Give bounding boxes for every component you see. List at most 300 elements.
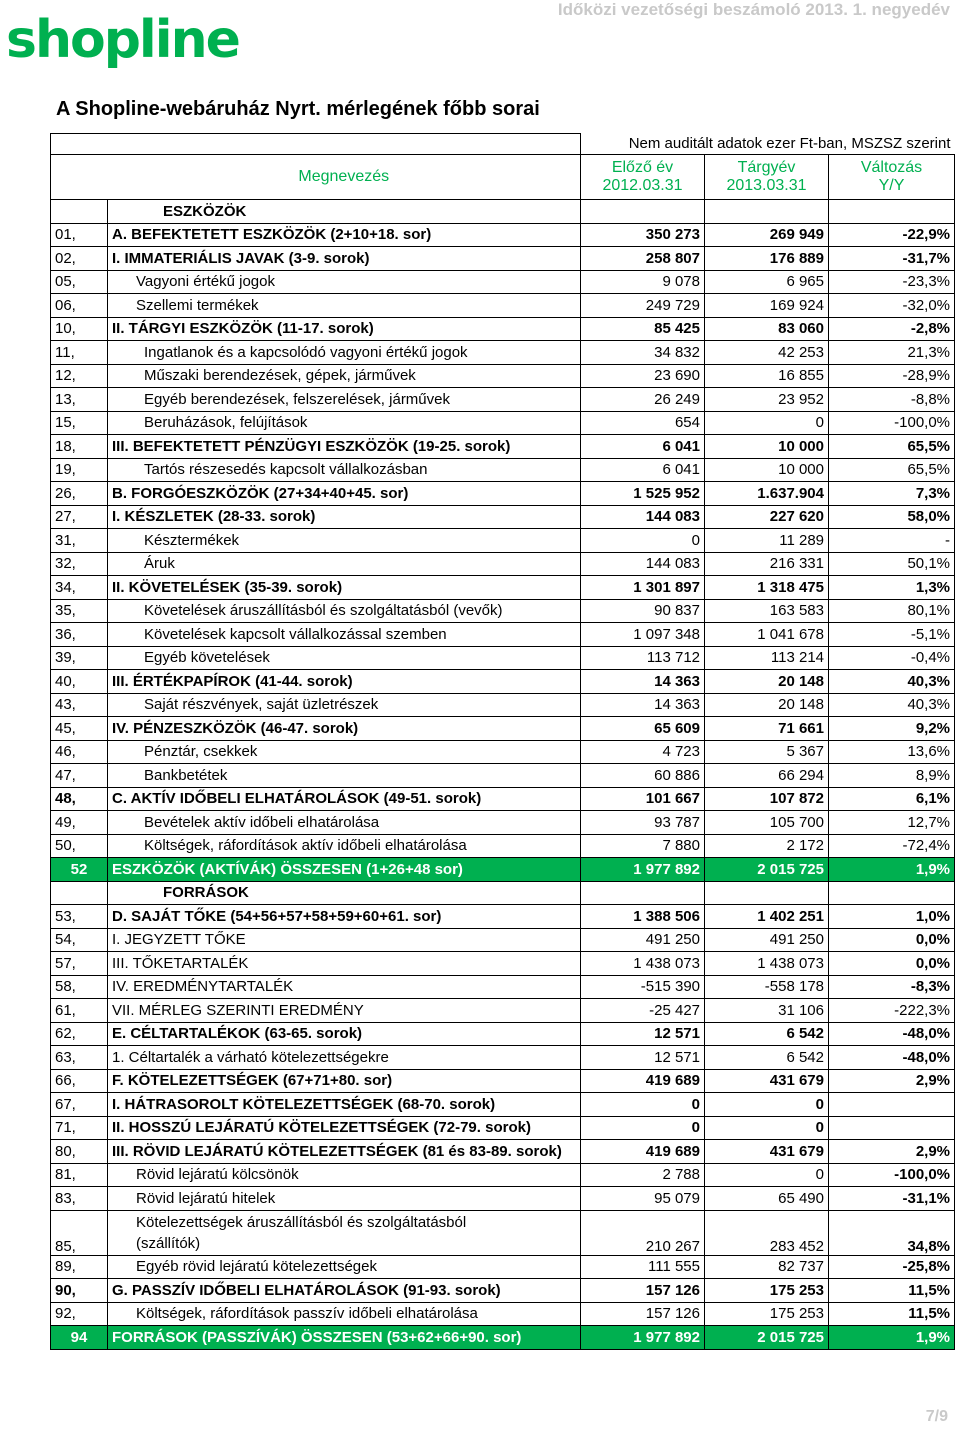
change-cell: 11,5% — [829, 1302, 955, 1326]
curr-value-cell — [705, 200, 829, 224]
curr-value-cell: 16 855 — [705, 364, 829, 388]
change-cell: -72,4% — [829, 834, 955, 858]
row-name-cell: Követelések kapcsolt vállalkozással szemben — [108, 623, 581, 647]
prev-value-cell: 23 690 — [581, 364, 705, 388]
row-number-cell: 53, — [51, 905, 108, 929]
table-row — [51, 1140, 955, 1164]
row-name-cell: I. JEGYZETT TŐKE — [108, 928, 581, 952]
curr-value-cell: 0 — [705, 411, 829, 435]
row-name-cell: Áruk — [108, 552, 581, 576]
prev-value-cell: 654 — [581, 411, 705, 435]
row-name-cell: Költségek, ráfordítások aktív időbeli elhatárolása — [108, 834, 581, 858]
row-name-cell: III. RÖVID LEJÁRATÚ KÖTELEZETTSÉGEK (81 és 83-89. sorok) — [108, 1140, 581, 1164]
row-number-cell: 85, — [51, 1210, 108, 1255]
table-row — [51, 1210, 955, 1255]
table-row — [51, 1279, 955, 1303]
prev-value-cell: 0 — [581, 1116, 705, 1140]
curr-value-cell: 431 679 — [705, 1069, 829, 1093]
row-name-cell: FORRÁSOK (PASSZÍVÁK) ÖSSZESEN (53+62+66+90. sor) — [108, 1326, 581, 1350]
row-name-cell: B. FORGÓESZKÖZÖK (27+34+40+45. sor) — [108, 482, 581, 506]
table-row — [51, 928, 955, 952]
prev-value-cell: 90 837 — [581, 599, 705, 623]
change-cell: 2,9% — [829, 1069, 955, 1093]
table-row — [51, 388, 955, 412]
col-header-curr — [705, 155, 829, 200]
row-name-cell: Egyéb követelések — [108, 646, 581, 670]
prev-value-cell: 258 807 — [581, 247, 705, 271]
prev-value-cell: 6 041 — [581, 458, 705, 482]
table-row — [51, 1093, 955, 1117]
col-header-curr-text: Tárgyév 2013.03.31 — [726, 159, 807, 194]
row-number-cell: 01, — [51, 223, 108, 247]
table-row — [51, 1163, 955, 1187]
row-number-cell: 15, — [51, 411, 108, 435]
curr-value-cell: 0 — [705, 1093, 829, 1117]
row-name-cell: Tartós részesedés kapcsolt vállalkozásban — [108, 458, 581, 482]
row-number-cell: 26, — [51, 482, 108, 506]
table-row — [51, 905, 955, 929]
row-number-cell — [51, 200, 108, 224]
table-row — [51, 223, 955, 247]
col-header-name: Megnevezés — [108, 155, 581, 200]
row-name-cell: Műszaki berendezések, gépek, járművek — [108, 364, 581, 388]
row-name-cell: Bevételek aktív időbeli elhatárolása — [108, 811, 581, 835]
table-row — [51, 200, 955, 224]
row-name-cell: II. KÖVETELÉSEK (35-39. sorok) — [108, 576, 581, 600]
curr-value-cell: 175 253 — [705, 1279, 829, 1303]
change-cell: -31,7% — [829, 247, 955, 271]
table-row — [51, 364, 955, 388]
prev-value-cell: 419 689 — [581, 1069, 705, 1093]
change-cell: 9,2% — [829, 717, 955, 741]
prev-value-cell: 1 438 073 — [581, 952, 705, 976]
prev-value-cell: 12 571 — [581, 1046, 705, 1070]
curr-value-cell: 20 148 — [705, 693, 829, 717]
change-cell: -5,1% — [829, 623, 955, 647]
curr-value-cell: 11 289 — [705, 529, 829, 553]
col-header-prev-text: Előző év 2012.03.31 — [602, 159, 683, 194]
table-row — [51, 1302, 955, 1326]
change-cell: -100,0% — [829, 411, 955, 435]
curr-value-cell: 65 490 — [705, 1187, 829, 1211]
table-row — [51, 670, 955, 694]
table-row — [51, 952, 955, 976]
prev-value-cell: 1 097 348 — [581, 623, 705, 647]
prev-value-cell: 1 977 892 — [581, 1326, 705, 1350]
curr-value-cell: -558 178 — [705, 975, 829, 999]
row-number-cell: 02, — [51, 247, 108, 271]
row-number-cell: 32, — [51, 552, 108, 576]
change-cell: -31,1% — [829, 1187, 955, 1211]
change-cell: 58,0% — [829, 505, 955, 529]
row-number-cell: 50, — [51, 834, 108, 858]
change-cell: 11,5% — [829, 1279, 955, 1303]
row-name-cell: E. CÉLTARTALÉKOK (63-65. sorok) — [108, 1022, 581, 1046]
curr-value-cell: 1 318 475 — [705, 576, 829, 600]
row-name-cell: Bankbetétek — [108, 764, 581, 788]
prev-value-cell: 93 787 — [581, 811, 705, 835]
curr-value-cell: 113 214 — [705, 646, 829, 670]
prev-value-cell: 4 723 — [581, 740, 705, 764]
row-number-cell: 83, — [51, 1187, 108, 1211]
change-cell: 1,9% — [829, 1326, 955, 1350]
row-name-cell: Saját részvények, saját üzletrészek — [108, 693, 581, 717]
table-row — [51, 529, 955, 553]
row-number-cell: 49, — [51, 811, 108, 835]
table-row — [51, 693, 955, 717]
prev-value-cell: 101 667 — [581, 787, 705, 811]
change-cell: 8,9% — [829, 764, 955, 788]
change-cell: -22,9% — [829, 223, 955, 247]
prev-value-cell: 491 250 — [581, 928, 705, 952]
table-row — [51, 999, 955, 1023]
prev-value-cell: 144 083 — [581, 552, 705, 576]
change-cell: 50,1% — [829, 552, 955, 576]
row-name-cell: Követelések áruszállításból és szolgáltatásból (vevők) — [108, 599, 581, 623]
row-name-cell: VII. MÉRLEG SZERINTI EREDMÉNY — [108, 999, 581, 1023]
row-name-cell: Szellemi termékek — [108, 294, 581, 318]
change-cell: 34,8% — [829, 1210, 955, 1255]
curr-value-cell: 169 924 — [705, 294, 829, 318]
curr-value-cell: 431 679 — [705, 1140, 829, 1164]
prev-value-cell: 0 — [581, 1093, 705, 1117]
curr-value-cell: 175 253 — [705, 1302, 829, 1326]
prev-value-cell: 1 977 892 — [581, 858, 705, 882]
prev-value-cell: 65 609 — [581, 717, 705, 741]
row-number-cell — [51, 881, 108, 905]
prev-value-cell: 419 689 — [581, 1140, 705, 1164]
curr-value-cell: 107 872 — [705, 787, 829, 811]
table-row — [51, 576, 955, 600]
table-row — [51, 717, 955, 741]
row-name-cell: F. KÖTELEZETTSÉGEK (67+71+80. sor) — [108, 1069, 581, 1093]
change-cell: -23,3% — [829, 270, 955, 294]
prev-value-cell: 210 267 — [581, 1210, 705, 1255]
shopline-logo — [6, 8, 239, 72]
table-row — [51, 599, 955, 623]
row-number-cell: 66, — [51, 1069, 108, 1093]
change-cell: -25,8% — [829, 1255, 955, 1279]
change-cell: 13,6% — [829, 740, 955, 764]
table-row — [51, 740, 955, 764]
table-row — [51, 270, 955, 294]
table-row — [51, 858, 955, 882]
prev-value-cell: 7 880 — [581, 834, 705, 858]
row-name-cell: C. AKTÍV IDŐBELI ELHATÁROLÁSOK (49-51. sorok) — [108, 787, 581, 811]
change-cell: 0,0% — [829, 928, 955, 952]
row-number-cell: 54, — [51, 928, 108, 952]
table-row — [51, 834, 955, 858]
row-number-cell: 52 — [51, 858, 108, 882]
table-row — [51, 1046, 955, 1070]
row-number-cell: 48, — [51, 787, 108, 811]
row-name-cell: Egyéb rövid lejáratú kötelezettségek — [108, 1255, 581, 1279]
prev-value-cell: 2 788 — [581, 1163, 705, 1187]
table-row — [51, 505, 955, 529]
curr-value-cell: 1 402 251 — [705, 905, 829, 929]
row-number-cell: 13, — [51, 388, 108, 412]
balance-sheet-table — [50, 133, 955, 1350]
curr-value-cell: 0 — [705, 1163, 829, 1187]
prev-value-cell: 34 832 — [581, 341, 705, 365]
row-name-cell: III. BEFEKTETETT PÉNZÜGYI ESZKÖZÖK (19-25. sorok) — [108, 435, 581, 459]
col-header-prev — [581, 155, 705, 200]
change-cell: -2,8% — [829, 317, 955, 341]
curr-value-cell: 10 000 — [705, 435, 829, 459]
row-name-cell: I. HÁTRASOROLT KÖTELEZETTSÉGEK (68-70. sorok) — [108, 1093, 581, 1117]
curr-value-cell: 269 949 — [705, 223, 829, 247]
change-cell: -0,4% — [829, 646, 955, 670]
prev-value-cell: 113 712 — [581, 646, 705, 670]
row-number-cell: 61, — [51, 999, 108, 1023]
curr-value-cell: 283 452 — [705, 1210, 829, 1255]
table-row — [51, 787, 955, 811]
curr-value-cell: 31 106 — [705, 999, 829, 1023]
prev-value-cell: 144 083 — [581, 505, 705, 529]
change-cell: -48,0% — [829, 1046, 955, 1070]
row-number-cell: 45, — [51, 717, 108, 741]
report-period-label: Időközi vezetőségi beszámoló 2013. 1. negyedév — [557, 0, 950, 19]
row-number-cell: 19, — [51, 458, 108, 482]
row-name-cell: III. ÉRTÉKPAPÍROK (41-44. sorok) — [108, 670, 581, 694]
table-row — [51, 1022, 955, 1046]
table-row — [51, 247, 955, 271]
table-row — [51, 1116, 955, 1140]
row-number-cell: 39, — [51, 646, 108, 670]
prev-value-cell: 60 886 — [581, 764, 705, 788]
prev-value-cell: 157 126 — [581, 1302, 705, 1326]
prev-value-cell: 0 — [581, 529, 705, 553]
prev-value-cell: 157 126 — [581, 1279, 705, 1303]
curr-value-cell: 71 661 — [705, 717, 829, 741]
table-row — [51, 482, 955, 506]
row-number-cell: 35, — [51, 599, 108, 623]
table-row — [51, 294, 955, 318]
row-number-cell: 58, — [51, 975, 108, 999]
row-name-cell: 1. Céltartalék a várható kötelezettségekre — [108, 1046, 581, 1070]
table-row — [51, 975, 955, 999]
row-number-cell: 12, — [51, 364, 108, 388]
curr-value-cell: 1 041 678 — [705, 623, 829, 647]
change-cell: 1,0% — [829, 905, 955, 929]
row-number-cell: 90, — [51, 1279, 108, 1303]
curr-value-cell: 23 952 — [705, 388, 829, 412]
row-number-cell: 18, — [51, 435, 108, 459]
prev-value-cell — [581, 881, 705, 905]
table-row — [51, 317, 955, 341]
row-name-cell: Rövid lejáratú kölcsönök — [108, 1163, 581, 1187]
curr-value-cell: 6 542 — [705, 1022, 829, 1046]
row-number-cell: 11, — [51, 341, 108, 365]
change-cell: 12,7% — [829, 811, 955, 835]
row-name-cell: Költségek, ráfordítások passzív időbeli elhatárolása — [108, 1302, 581, 1326]
col-header-change — [829, 155, 955, 200]
table-row — [51, 881, 955, 905]
change-cell: 65,5% — [829, 458, 955, 482]
col-header-change-text: Változás Y/Y — [860, 159, 923, 194]
change-cell: 7,3% — [829, 482, 955, 506]
table-row — [51, 623, 955, 647]
row-number-cell: 81, — [51, 1163, 108, 1187]
row-name-cell: Ingatlanok és a kapcsolódó vagyoni értékű jogok — [108, 341, 581, 365]
table-row — [51, 341, 955, 365]
row-number-cell: 92, — [51, 1302, 108, 1326]
row-name-cell: Rövid lejáratú hitelek — [108, 1187, 581, 1211]
curr-value-cell: 227 620 — [705, 505, 829, 529]
row-number-cell: 89, — [51, 1255, 108, 1279]
prev-value-cell: 6 041 — [581, 435, 705, 459]
row-name-cell: Pénztár, csekkek — [108, 740, 581, 764]
page-number: 7/9 — [925, 1408, 948, 1425]
curr-value-cell: 163 583 — [705, 599, 829, 623]
row-name-cell: II. HOSSZÚ LEJÁRATÚ KÖTELEZETTSÉGEK (72-79. sorok) — [108, 1116, 581, 1140]
row-name-cell: A. BEFEKTETETT ESZKÖZÖK (2+10+18. sor) — [108, 223, 581, 247]
logo-text: shopline — [6, 10, 239, 70]
row-name-cell: ESZKÖZÖK (AKTÍVÁK) ÖSSZESEN (1+26+48 sor) — [108, 858, 581, 882]
prev-value-cell: 1 301 897 — [581, 576, 705, 600]
change-cell: 40,3% — [829, 693, 955, 717]
change-cell: -32,0% — [829, 294, 955, 318]
change-cell: 6,1% — [829, 787, 955, 811]
prev-value-cell: 95 079 — [581, 1187, 705, 1211]
prev-value-cell: 1 388 506 — [581, 905, 705, 929]
row-number-cell: 47, — [51, 764, 108, 788]
row-number-cell: 67, — [51, 1093, 108, 1117]
curr-value-cell: 0 — [705, 1116, 829, 1140]
row-number-cell: 05, — [51, 270, 108, 294]
change-cell: -28,9% — [829, 364, 955, 388]
curr-value-cell: 66 294 — [705, 764, 829, 788]
prev-value-cell: 249 729 — [581, 294, 705, 318]
row-number-cell: 10, — [51, 317, 108, 341]
prev-value-cell: 350 273 — [581, 223, 705, 247]
table-row — [51, 1326, 955, 1350]
change-cell: 40,3% — [829, 670, 955, 694]
prev-value-cell: 9 078 — [581, 270, 705, 294]
table-row — [51, 552, 955, 576]
table-row — [51, 811, 955, 835]
curr-value-cell: 1 438 073 — [705, 952, 829, 976]
row-name-cell: G. PASSZÍV IDŐBELI ELHATÁROLÁSOK (91-93. sorok) — [108, 1279, 581, 1303]
change-cell: 80,1% — [829, 599, 955, 623]
curr-value-cell: 491 250 — [705, 928, 829, 952]
change-cell: -8,8% — [829, 388, 955, 412]
change-cell: 1,3% — [829, 576, 955, 600]
table-row — [51, 458, 955, 482]
curr-value-cell: 2 172 — [705, 834, 829, 858]
row-name-cell: Kötelezettségek áruszállításból és szolgáltatásból (szállítók) — [108, 1210, 581, 1255]
prev-value-cell: 14 363 — [581, 693, 705, 717]
change-cell — [829, 1116, 955, 1140]
table-row — [51, 1069, 955, 1093]
change-cell: -48,0% — [829, 1022, 955, 1046]
change-cell: -222,3% — [829, 999, 955, 1023]
row-name-cell: II. TÁRGYI ESZKÖZÖK (11-17. sorok) — [108, 317, 581, 341]
prev-value-cell: 1 525 952 — [581, 482, 705, 506]
change-cell: 1,9% — [829, 858, 955, 882]
change-cell: - — [829, 529, 955, 553]
curr-value-cell — [705, 881, 829, 905]
row-number-cell: 94 — [51, 1326, 108, 1350]
curr-value-cell: 82 737 — [705, 1255, 829, 1279]
row-name-cell: IV. EREDMÉNYTARTALÉK — [108, 975, 581, 999]
change-cell — [829, 1093, 955, 1117]
row-name-cell: FORRÁSOK — [108, 881, 581, 905]
table-row — [51, 646, 955, 670]
curr-value-cell: 2 015 725 — [705, 858, 829, 882]
row-name-cell: Beruházások, felújítások — [108, 411, 581, 435]
table-row — [51, 411, 955, 435]
row-number-cell: 31, — [51, 529, 108, 553]
row-number-cell: 63, — [51, 1046, 108, 1070]
curr-value-cell: 6 965 — [705, 270, 829, 294]
prev-value-cell: -515 390 — [581, 975, 705, 999]
row-name-cell: Egyéb berendezések, felszerelések, járművek — [108, 388, 581, 412]
row-number-cell: 46, — [51, 740, 108, 764]
row-name-cell: IV. PÉNZESZKÖZÖK (46-47. sorok) — [108, 717, 581, 741]
row-number-cell: 57, — [51, 952, 108, 976]
change-cell: -100,0% — [829, 1163, 955, 1187]
row-name-cell: Késztermékek — [108, 529, 581, 553]
prev-value-cell — [581, 200, 705, 224]
curr-value-cell: 1.637.904 — [705, 482, 829, 506]
curr-value-cell: 6 542 — [705, 1046, 829, 1070]
prev-value-cell: 12 571 — [581, 1022, 705, 1046]
table-note: Nem auditált adatok ezer Ft-ban, MSZSZ szerint — [581, 134, 955, 155]
change-cell — [829, 200, 955, 224]
row-name-cell: III. TŐKETARTALÉK — [108, 952, 581, 976]
row-name-cell: D. SAJÁT TŐKE (54+56+57+58+59+60+61. sor) — [108, 905, 581, 929]
row-number-cell: 43, — [51, 693, 108, 717]
prev-value-cell: -25 427 — [581, 999, 705, 1023]
curr-value-cell: 2 015 725 — [705, 1326, 829, 1350]
row-number-cell: 71, — [51, 1116, 108, 1140]
curr-value-cell: 105 700 — [705, 811, 829, 835]
table-row — [51, 764, 955, 788]
row-name-cell: ESZKÖZÖK — [108, 200, 581, 224]
row-number-cell: 62, — [51, 1022, 108, 1046]
table-row — [51, 435, 955, 459]
row-name-cell: Vagyoni értékű jogok — [108, 270, 581, 294]
row-number-cell: 06, — [51, 294, 108, 318]
curr-value-cell: 20 148 — [705, 670, 829, 694]
table-row — [51, 1255, 955, 1279]
curr-value-cell: 42 253 — [705, 341, 829, 365]
curr-value-cell: 5 367 — [705, 740, 829, 764]
change-cell: 21,3% — [829, 341, 955, 365]
change-cell: -8,3% — [829, 975, 955, 999]
row-name-cell: I. KÉSZLETEK (28-33. sorok) — [108, 505, 581, 529]
curr-value-cell: 83 060 — [705, 317, 829, 341]
change-cell: 65,5% — [829, 435, 955, 459]
prev-value-cell: 85 425 — [581, 317, 705, 341]
change-cell — [829, 881, 955, 905]
curr-value-cell: 176 889 — [705, 247, 829, 271]
curr-value-cell: 10 000 — [705, 458, 829, 482]
row-number-cell: 80, — [51, 1140, 108, 1164]
table-row — [51, 1187, 955, 1211]
row-number-cell: 40, — [51, 670, 108, 694]
change-cell: 2,9% — [829, 1140, 955, 1164]
prev-value-cell: 26 249 — [581, 388, 705, 412]
page-title: A Shopline-webáruház Nyrt. mérlegének főbb sorai — [56, 98, 540, 120]
change-cell: 0,0% — [829, 952, 955, 976]
curr-value-cell: 216 331 — [705, 552, 829, 576]
prev-value-cell: 111 555 — [581, 1255, 705, 1279]
row-number-cell: 34, — [51, 576, 108, 600]
prev-value-cell: 14 363 — [581, 670, 705, 694]
row-name-cell: I. IMMATERIÁLIS JAVAK (3-9. sorok) — [108, 247, 581, 271]
